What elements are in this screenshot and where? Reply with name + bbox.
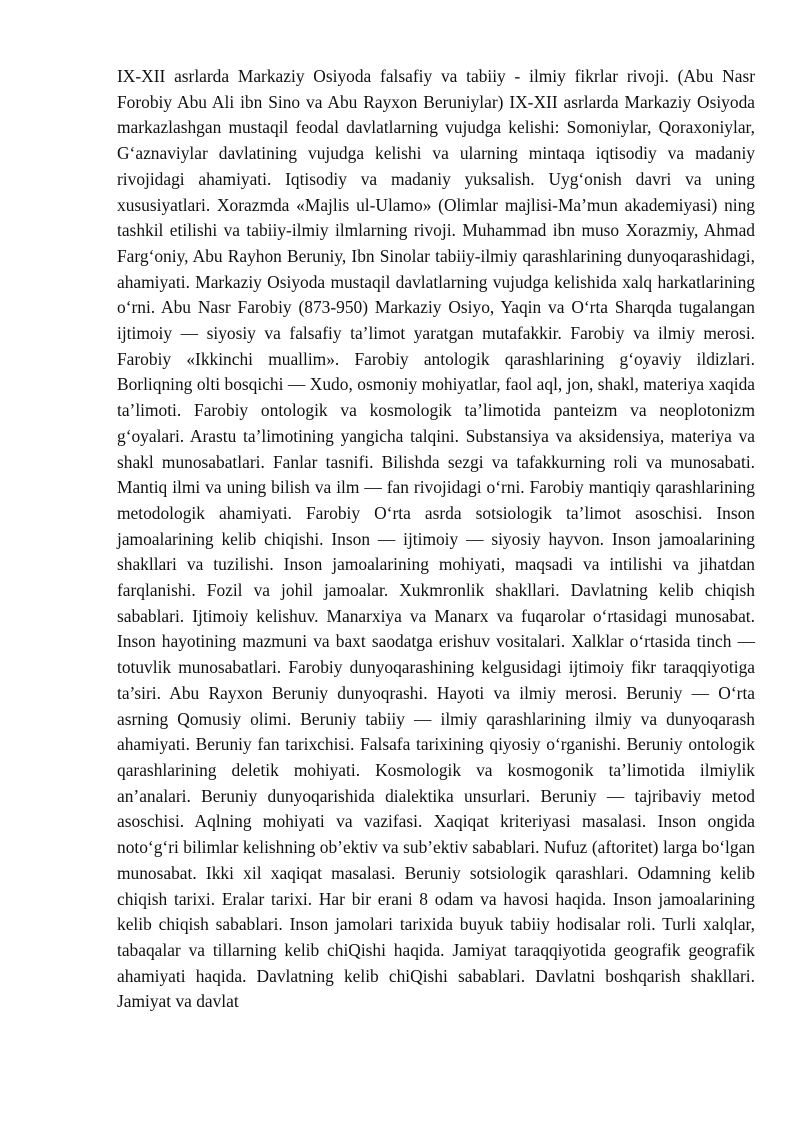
document-page: [117, 64, 755, 1015]
body-paragraph: IX-XII asrlarda Markaziy Osiyoda falsafiy va tabiiy - ilmiy fikrlar rivoji. (Abu Nasr Forobiy Abu Ali ibn Sino va Abu Rayxon Beruniylar) IX-XII asrlarda Markaziy Osiyoda markazlashgan mustaqil feodal davlatlarning vujudga kelishi: Somoniylar, Qoraxoniylar, G‘aznaviylar davlatining vujudga kelishi va ularning mintaqa iqtisodiy va madaniy rivojidagi ahamiyati. Iqtisodiy va madaniy yuksalish. Uyg‘onish davri va uning xususiyatlari. Xorazmda «Majlis ul-Ulamo» (Olimlar majlisi-Ma’mun akademiyasi) ning tashkil etilishi va tabiiy-ilmiy ilmlarning rivoji. Muhammad ibn muso Xorazmiy, Ahmad Farg‘oniy, Abu Rayhon Beruniy, Ibn Sinolar tabiiy-ilmiy qarashlarining dunyoqarashidagi, ahamiyati. Markaziy Osiyoda mustaqil davlatlarning vujudga kelishida xalq harkatlarining o‘rni. Abu Nasr Farobiy (873-950) Markaziy Osiyo, Yaqin va O‘rta Sharqda tugalangan ijtimoiy — siyosiy va falsafiy ta’limot yaratgan mutafakkir. Farobiy va ilmiy merosi. Farobiy «Ikkinchi muallim». Farobiy antologik qarashlarining g‘oyaviy ildizlari. Borliqning olti bosqichi — Xudo, osmoniy mohiyatlar, faol aql, jon, shakl, materiya xaqida ta’limoti. Farobiy ontologik va kosmologik ta’limotida panteizm va neoplotonizm g‘oyalari. Arastu ta’limotining yangicha talqini. Substansiya va aksidensiya, materiya va shakl munosabatlari. Fanlar tasnifi. Bilishda sezgi va tafakkurning roli va munosabati. Mantiq ilmi va uning bilish va ilm — fan rivojidagi o‘rni. Farobiy mantiqiy qarashlarining metodologik ahamiyati. Farobiy O‘rta asrda sotsiologik ta’limot asoschisi. Inson jamoalarining kelib chiqishi. Inson — ijtimoiy — siyosiy hayvon. Inson jamoalarining shakllari va tuzilishi. Inson jamoalarining mohiyati, maqsadi va intilishi va jihatdan farqlanishi. Fozil va johil jamoalar. Xukmronlik shakllari. Davlatning kelib chiqish sabablari. Ijtimoiy kelishuv. Manarxiya va Manarx va fuqarolar o‘rtasidagi munosabat. Inson hayotining mazmuni va baxt saodatga erishuv vositalari. Xalklar o‘rtasida tinch — totuvlik munosabatlari. Farobiy dunyoqarashining kelgusidagi ijtimoiy fikr taraqqiyotiga ta’siri. Abu Rayxon Beruniy dunyoqrashi. Hayoti va ilmiy merosi. Beruniy — O‘rta asrning Qomusiy olimi. Beruniy tabiiy — ilmiy qarashlarining ilmiy va dunyoqarash ahamiyati. Beruniy fan tarixchisi. Falsafa tarixining qiyosiy o‘rganishi. Beruniy ontologik qarashlarining deletik mohiyati. Kosmologik va kosmogonik ta’limotida ilmiylik an’analari. Beruniy dunyoqarishida dialektika unsurlari. Beruniy — tajribaviy metod asoschisi. Aqlning mohiyati va vazifasi. Xaqiqat kriteriyasi masalasi. Inson ongida noto‘g‘ri bilimlar kelishning ob’ektiv va sub’ektiv sabablari. Nufuz (aftoritet) larga bo‘lgan munosabat. Ikki xil xaqiqat masalasi. Beruniy sotsiologik qarashlari. Odamning kelib chiqish tarixi. Eralar tarixi. Har bir erani 8 odam va havosi haqida. Inson jamoalarining kelib chiqish sabablari. Inson jamolari tarixida buyuk tabiiy hodisalar roli. Turli xalqlar, tabaqalar va tillarning kelib chiQishi haqida. Jamiyat taraqqiyotida geografik geografik ahamiyati haqida. Davlatning kelib chiQishi sabablari. Davlatni boshqarish shakllari. Jamiyat va davlat: [117, 66, 755, 1012]
